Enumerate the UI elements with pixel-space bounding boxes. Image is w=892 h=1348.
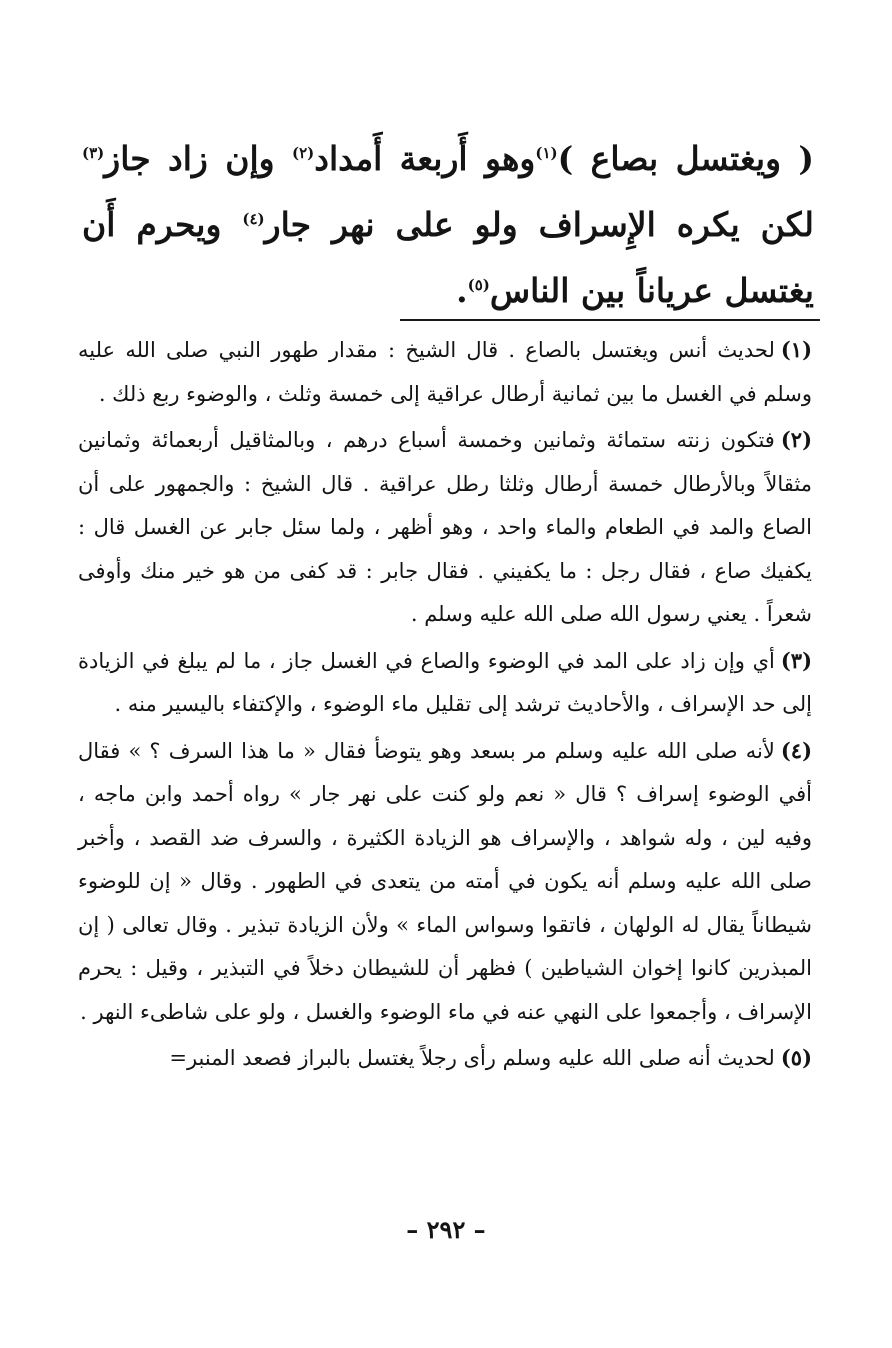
main-text-part-2: وهو أَربعة أَمداد	[314, 139, 536, 178]
footnote-ref-2[interactable]: (٢)	[291, 144, 315, 162]
main-text-part-4: لكن يكره الإِسراف ولو على نهر جار	[264, 205, 814, 244]
main-text-part-5: ويحرم أَن يغتسل عرياناً بين الناس	[82, 205, 814, 310]
footnote-text: لحديث أنه صلى الله عليه وسلم رأى رجلاً يغتسل بالبراز فصعد المنبر=	[169, 1046, 775, 1070]
footnote-number: (٣)	[780, 647, 812, 673]
footnote-ref-5[interactable]: (٥)	[467, 276, 490, 294]
footnote-1	[78, 328, 812, 416]
footnote-4	[78, 729, 812, 1035]
footnote-divider	[400, 319, 820, 321]
footnote-number: (٢)	[780, 427, 812, 452]
main-text-part-6: .	[456, 271, 468, 310]
footnote-text: لحديث أنس ويغتسل بالصاع . قال الشيخ : مقدار طهور النبي صلى الله عليه وسلم في الغسل ما بين ثمانية أرطال عراقية إلى خمسة وثلث ، والوضوء ربع ذلك .	[78, 338, 812, 406]
main-text-part-3: وإن زاد جاز	[104, 139, 292, 178]
footnote-ref-4[interactable]: (٤)	[242, 210, 265, 228]
footnote-text: فتكون زنته ستمائة وثمانين وخمسة أسباع درهم ، وبالمثاقيل أربعمائة وثمانين مثقالاً وبالأرطال خمسة أرطال وثلثا رطل عراقية . قال الشيخ : والجمهور على أن الصاع والمد في الطعام والماء واحد ، وهو أظهر ، ولما سئل جابر عن الغسل قال : يكفيك صاع ، فقال رجل : ما يكفيني . فقال جابر : قد كفى من هو خير منك وأوفى شعراً . يعني رسول الله صلى الله عليه وسلم .	[78, 428, 812, 626]
footnote-number: (١)	[780, 337, 812, 362]
footnote-ref-1[interactable]: (١)	[535, 144, 558, 162]
footnote-number: (٥)	[780, 1045, 812, 1070]
footnote-ref-3[interactable]: (٣)	[82, 144, 105, 162]
page-number: – ٢٩٢ –	[406, 1215, 486, 1244]
footnote-number: (٤)	[780, 737, 812, 763]
footnote-5	[78, 1036, 812, 1081]
footnote-text: أي وإن زاد على المد في الوضوء والصاع في الغسل جاز ، ما لم يبلغ في الزيادة إلى حد الإسراف ، والأحاديث ترشد إلى تقليل ماء الوضوء ، والإكتفاء باليسير منه .	[78, 648, 812, 716]
main-text-part-1: ( ويغتسل بصاع )	[557, 139, 815, 178]
main-paragraph	[82, 126, 814, 324]
footnotes-section	[78, 328, 812, 1083]
footnote-2	[78, 418, 812, 637]
footnote-text: لأنه صلى الله عليه وسلم مر بسعد وهو يتوضأ فقال « ما هذا السرف ؟ » فقال أفي الوضوء إسراف ؟ قال « نعم ولو كنت على نهر جار » رواه أحمد وابن ماجه ، وفيه لين ، وله شواهد ، والإسراف هو الزيادة الكثيرة ، والسرف ضد القصد ، وأخبر صلى الله عليه وسلم أنه يكون في أمته من يتعدى في الطهور . وقال « إن للوضوء شيطاناً يقال له الولهان ، فاتقوا وسواس الماء » ولأن الزيادة تبذير . وقال تعالى ( إن المبذرين كانوا إخوان الشياطين ) فظهر أن للشيطان دخلاً في التبذير ، وقيل : يحرم الإسراف ، وأجمعوا على النهي عنه في ماء الوضوء والغسل ، ولو على شاطىء النهر .	[78, 738, 812, 1024]
footnote-3	[78, 639, 812, 727]
main-text	[82, 126, 814, 324]
